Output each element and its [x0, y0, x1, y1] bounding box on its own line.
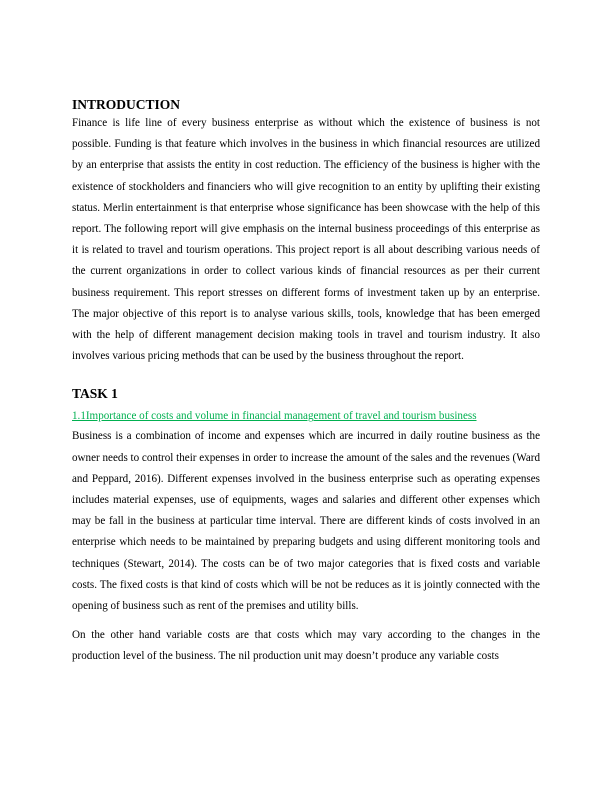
task1-paragraph-2: On the other hand variable costs are that costs which may vary according to the changes in the production level of the business. The nil production unit may doesn’t produce any variable costs [72, 629, 540, 663]
document-page [72, 97, 540, 668]
introduction-heading: INTRODUCTION [72, 97, 181, 112]
introduction-paragraph: Finance is life line of every business enterprise as without which the existence of business is not possible. Funding is that feature which involves in the business in which financial resources are utilized by an enterprise that assists the entity in cost reduction. The efficiency of the business is higher with the existence of stockholders and financiers who will give recognition to an entity by uplifting their existing status. Merlin entertainment is that enterprise whose significance has been showcase with the help of this report. The following report will give emphasis on the internal business proceedings of this enterprise as it is related to travel and tourism operations. This project report is all about describing various needs of the current organizations in order to collect various kinds of financial resources as per their current business requirement. This report stresses on different forms of investment taken up by an enterprise. The major objective of this report is to analyse various skills, tools, knowledge that has been emerged with the help of different management decision making tools in travel and tourism industry. It also involves various pricing methods that can be used by the business throughout the report. [72, 117, 540, 363]
task1-paragraph-1: Business is a combination of income and expenses which are incurred in daily routine business as the owner needs to control their expenses in order to increase the amount of the sales and the revenues (Ward and Peppard, 2016). Different expenses involved in the business enterprise such as operating expenses includes material expenses, use of equipments, wages and salaries and different other expenses which may be fall in the business at particular time interval. There are different kinds of costs involved in an enterprise which needs to be maintained by preparing budgets and using different monitoring tools and techniques (Stewart, 2014). The costs can be of two major categories that is fixed costs and variable costs. The fixed costs is that kind of costs which will be not be reduces as it is jointly connected with the opening of business such as rent of the premises and utility bills. [72, 430, 540, 613]
task1-subheading-link[interactable]: 1.1Importance of costs and volume in financial management of travel and tourism business [72, 410, 477, 423]
task1-heading: TASK 1 [72, 386, 118, 402]
